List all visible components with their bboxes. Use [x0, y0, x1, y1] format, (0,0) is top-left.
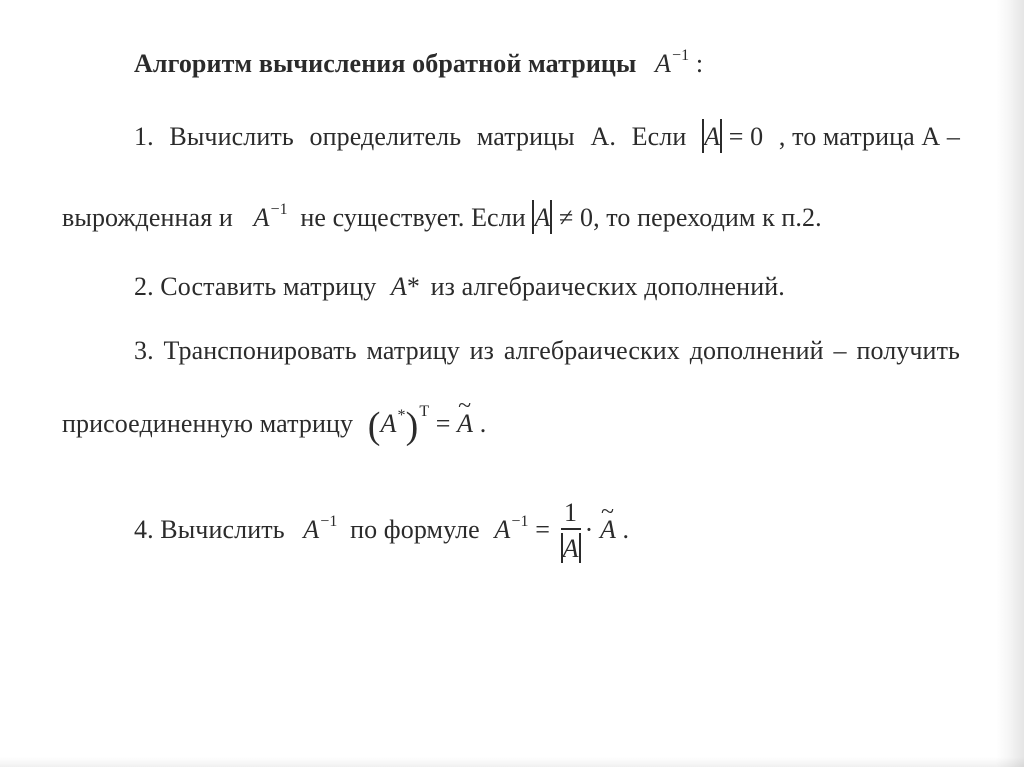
det-equals-zero: A = 0	[702, 119, 763, 153]
page-edge-shadow	[996, 0, 1024, 767]
step-1-text: не существует. Если	[300, 203, 526, 232]
det-not-zero: A ≠ 0	[532, 203, 593, 232]
step-number: 3.	[134, 336, 154, 365]
step-2-text: 2. Составить матрицу	[134, 272, 377, 301]
adjugate-symbol: A*	[390, 272, 421, 301]
step-3-text: присоединенную матрицу	[62, 409, 354, 438]
step-number: 1.	[134, 122, 154, 151]
step-2-line	[134, 271, 785, 303]
title-text: Алгоритм вычисления обратной матрицы	[134, 49, 637, 78]
step-3-word: из	[469, 336, 495, 365]
step-1-word: Вычислить	[169, 122, 294, 151]
step-4-text: по формуле	[350, 514, 480, 544]
page-title: Алгоритм вычисления обратной матрицы $A^{-1}$ :	[134, 47, 704, 78]
step-1-text: , то переходим к п.2.	[593, 203, 822, 232]
page-bottom-shadow	[0, 757, 1024, 767]
step-1-word: Если	[631, 122, 687, 151]
step-1-line-1	[134, 119, 960, 153]
step-3-word: дополнений	[689, 336, 824, 365]
step-3-word: Транспонировать	[163, 336, 357, 365]
step-1-word: А.	[590, 122, 616, 151]
transpose-formula: $(A^*)^T$ = ~ A	[368, 409, 473, 438]
step-3-word: получить	[856, 336, 960, 365]
step-2-text: из алгебраических дополнений.	[430, 272, 785, 301]
step-3-line-2: присоединенную матрицу $(A^*)^T$ = ~ A .	[62, 408, 486, 444]
inverse-symbol: $A^{-1}$	[303, 512, 338, 544]
step-1-tail: , то матрица А –	[778, 122, 960, 151]
step-3-word: алгебраических	[503, 336, 680, 365]
step-1-line-2	[62, 200, 822, 238]
inverse-symbol: $A^{-1}$	[253, 201, 288, 232]
step-1-word: определитель	[309, 122, 462, 151]
step-3-line-1	[134, 335, 960, 367]
fraction: $\frac{1}{A}$	[561, 498, 581, 566]
step-1-word: матрицы	[476, 122, 575, 151]
title-formula: $A^{-1}$	[655, 47, 690, 78]
step-4-text: 4. Вычислить	[134, 514, 285, 544]
inverse-formula: $A^{-1}$ = $\frac{1}{A}$ · ~ A	[494, 515, 616, 544]
step-1-text: вырожденная и	[62, 203, 233, 232]
step-3-word: –	[833, 336, 847, 365]
step-3-word: матрицу	[366, 336, 460, 365]
step-4-line: 4. Вычислить $A^{-1}$ по формуле $A^{-1}$ = $\frac{1}{A}$ · ~ A .	[134, 498, 629, 566]
